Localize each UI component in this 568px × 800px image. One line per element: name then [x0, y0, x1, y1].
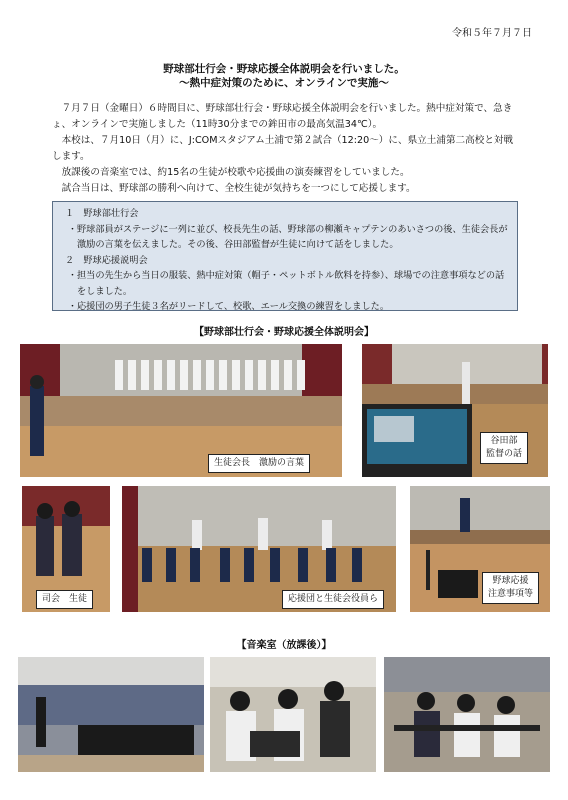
- paragraph-3: 放課後の音楽室では、約15名の生徒が校歌や応援曲の演奏練習をしていました。: [61, 167, 410, 178]
- section1-heading: １ 野球部壮行会: [65, 208, 139, 219]
- caption-music-room: 【音楽室（放課後）】: [236, 640, 332, 651]
- label-cheer-line2: 注意事項等: [488, 589, 534, 599]
- paragraph-1: ７月７日（金曜日）６時間目に、野球部壮行会・野球応援全体説明会を行いました。熱中症対策で、急きょ、オンラインで実施しました（11時30分までの鉾田市の最高気温34℃）。: [52, 103, 513, 130]
- paragraph-4: 試合当日は、野球部の勝利へ向けて、全校生徒が気持ちを一つにして応援します。: [61, 183, 416, 194]
- section2-bullet-1: ・担当の先生から当日の服装、熱中症対策（帽子・ペットボトル飲料を持参）、球場での注意事項などの話をしました。: [67, 270, 505, 297]
- section2-bullet-2: ・応援団の男子生徒３名がリードして、校歌、エール交換の練習をしました。: [67, 301, 390, 312]
- document-title: 野球部壮行会・野球応援全体説明会を行いました。: [163, 63, 405, 75]
- photo-cheer-team: [122, 486, 396, 612]
- intro-text: [52, 101, 522, 197]
- label-coach-line1: 谷田部: [490, 436, 518, 446]
- label-cheer-team: 応援団と生徒会役員ら: [282, 590, 384, 609]
- photo-mc: [22, 486, 110, 612]
- document-date: 令和５年７月７日: [452, 28, 532, 39]
- section1-bullet: ・野球部員がステージに一列に並び、校長先生の話、野球部の柳瀬キャプテンのあいさつの後、生徒会長が激励の言葉を伝えました。その後、谷田部監督が生徒に向けて話をしました。: [67, 223, 508, 250]
- photo-instrument-practice: [384, 657, 550, 772]
- photo-coach-monitor: [362, 344, 548, 477]
- caption-assembly: 【野球部壮行会・野球応援全体説明会】: [194, 327, 374, 338]
- photo-music-room: [18, 657, 204, 772]
- label-coach-line2: 監督の話: [486, 449, 523, 459]
- paragraph-2: 本校は、７月10日（月）に、J:COMスタジアム土浦で第２試合（12:20～）に、県立土浦第二高校と対戦します。: [52, 135, 514, 162]
- label-cheer-notes: [482, 572, 539, 604]
- label-cheer-line1: 野球応援: [492, 576, 529, 586]
- summary-box: [52, 201, 518, 311]
- section2-heading: ２ 野球応援説明会: [65, 254, 148, 266]
- document-subtitle: ～熱中症対策のために、オンラインで実施～: [179, 77, 389, 89]
- photo-stage-team: [20, 344, 342, 477]
- photo-cheer-notes: [410, 486, 550, 612]
- label-coach: [480, 432, 528, 464]
- label-student-council: 生徒会長 激励の言葉: [208, 454, 310, 473]
- label-mc: 司会 生徒: [36, 590, 93, 609]
- photo-brass-players: [210, 657, 376, 772]
